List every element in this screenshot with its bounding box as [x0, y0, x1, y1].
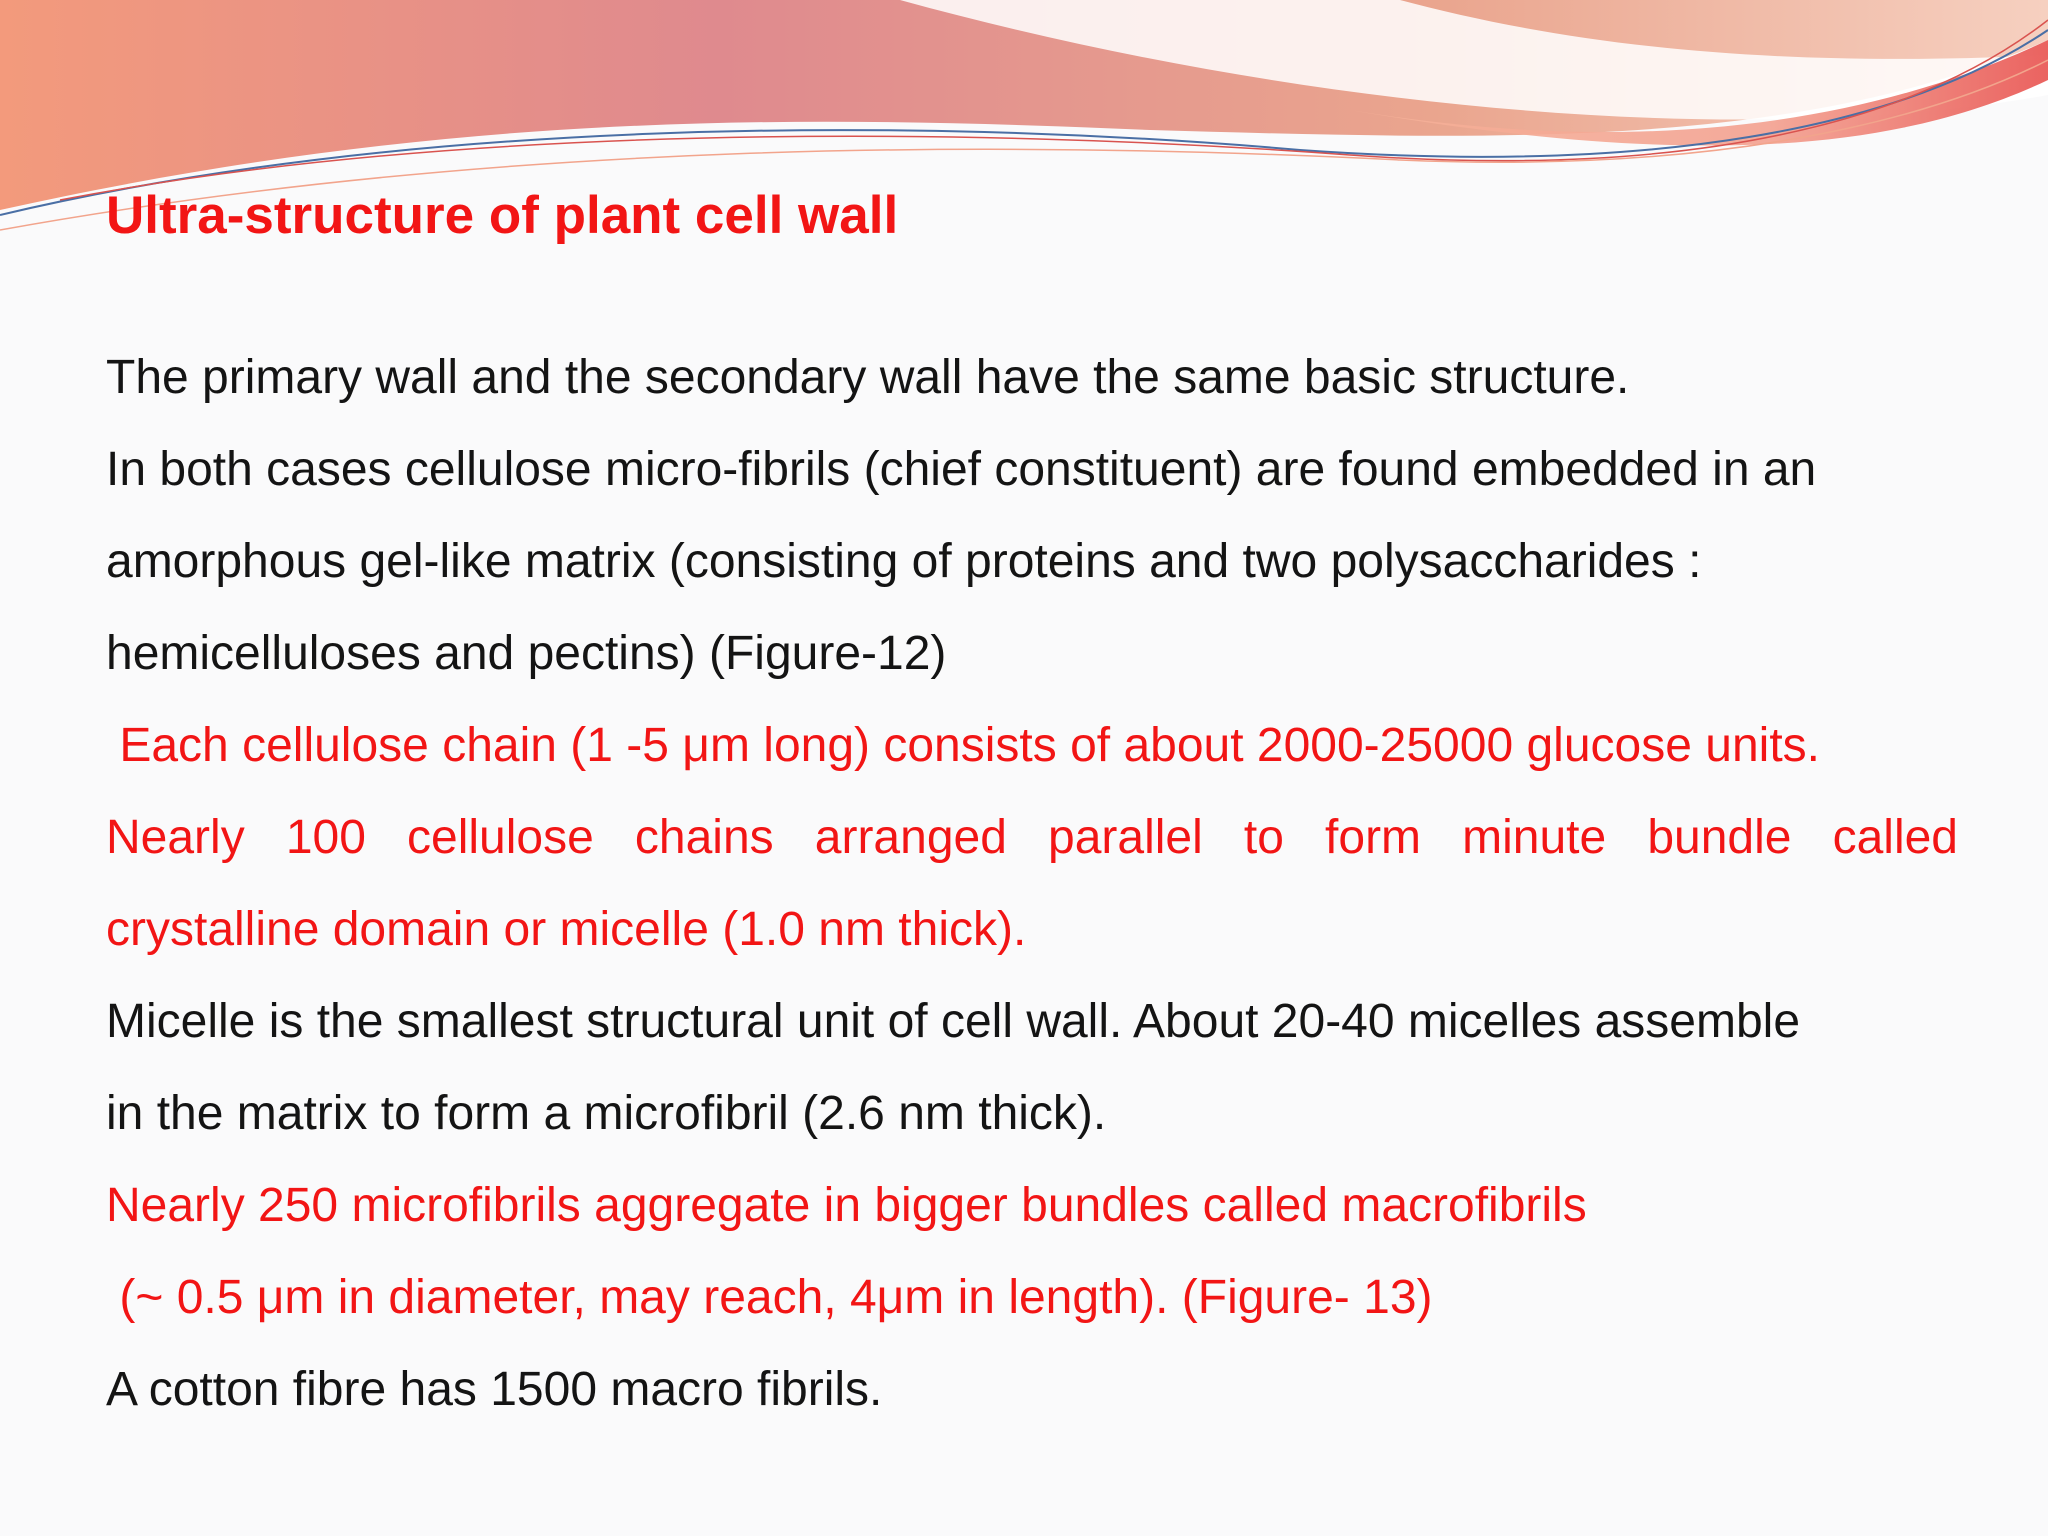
slide-body — [106, 332, 1958, 1436]
word: form — [1325, 811, 1422, 864]
slide-title: Ultra-structure of plant cell wall — [106, 186, 899, 245]
highlight-line: (~ 0.5 μm in diameter, may reach, 4μm in length). (Figure- 13) — [106, 1271, 1433, 1324]
word: cellulose — [407, 811, 594, 864]
highlight-line-justified — [106, 792, 1958, 884]
text-line: In both cases cellulose micro-fibrils (chief constituent) are found embedded in an — [106, 443, 1817, 496]
highlight-line: Nearly 250 microfibrils aggregate in bigger bundles called macrofibrils — [106, 1179, 1587, 1232]
text-line: A cotton fibre has 1500 macro fibrils. — [106, 1363, 883, 1416]
word: Nearly — [106, 811, 245, 864]
word: 100 — [285, 811, 366, 864]
text-line: amorphous gel-like matrix (consisting of proteins and two polysaccharides : — [106, 535, 1702, 588]
highlight-line: crystalline domain or micelle (1.0 nm thick). — [106, 903, 1027, 956]
word: called — [1832, 811, 1958, 864]
word: chains — [634, 811, 774, 864]
text-line: The primary wall and the secondary wall have the same basic structure. — [106, 351, 1630, 404]
word: parallel — [1048, 811, 1203, 864]
word: to — [1243, 811, 1284, 864]
text-line: hemicelluloses and pectins) (Figure-12) — [106, 627, 947, 680]
word: minute — [1462, 811, 1607, 864]
word: arranged — [814, 811, 1007, 864]
text-line: in the matrix to form a microfibril (2.6 nm thick). — [106, 1087, 1107, 1140]
text-line: Micelle is the smallest structural unit of cell wall. About 20-40 micelles assemble — [106, 995, 1801, 1048]
word: bundle — [1647, 811, 1792, 864]
highlight-line: Each cellulose chain (1 -5 μm long) consists of about 2000-25000 glucose units. — [106, 719, 1820, 772]
